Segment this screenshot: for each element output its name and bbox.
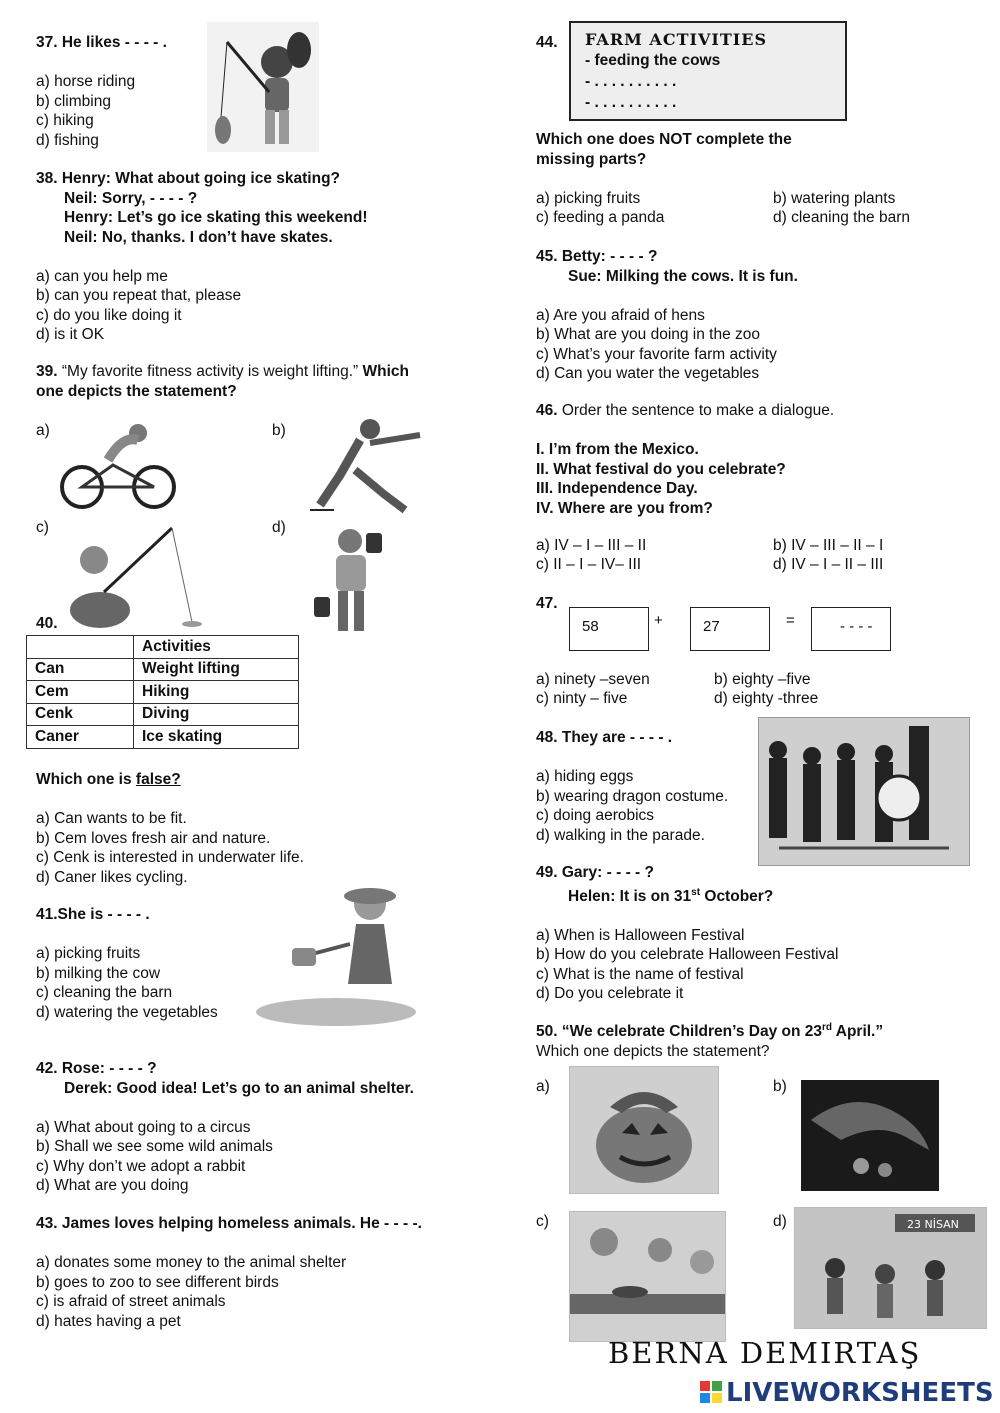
table-cell: Can [27,658,134,681]
dialogue-line: Sue: Milking the cows. It is fun. [568,267,798,285]
table-row [27,658,299,681]
option-b-label[interactable]: b) [773,1078,787,1095]
question-text: April.” [832,1023,884,1041]
box-title: FARM ACTIVITIES [585,30,767,49]
question-43 [36,1214,422,1331]
question-text: 50. “We celebrate Children’s Day on 23 [536,1023,823,1041]
question-text: Which one depicts the statement? [536,1042,770,1060]
question-tail: Which [358,363,409,380]
option-d[interactable]: d) is it OK [36,326,105,343]
option-b[interactable]: b) IV – III – II – I [773,537,884,554]
question-38 [36,169,367,345]
option-a[interactable]: a) IV – I – III – II [536,537,647,554]
option-a[interactable]: a) horse riding [36,73,136,90]
table-row [27,681,299,704]
option-d-label[interactable]: d) [773,1213,787,1230]
option-b[interactable]: b) can you repeat that, please [36,287,242,304]
question-48 [536,728,728,845]
dialogue-line: Derek: Good idea! Let’s go to an animal shelter. [64,1079,414,1097]
option-b[interactable]: b) What are you doing in the zoo [536,326,761,343]
option-d[interactable]: d) Do you celebrate it [536,985,684,1003]
question-text: missing parts? [536,150,647,168]
box-line: - . . . . . . . . . . [585,73,677,90]
question-number: 47. [536,595,558,612]
option-c[interactable]: c) ninty – five [536,690,628,707]
plus-sign: + [654,612,663,629]
dialogue-line: IV. Where are you from? [536,499,713,517]
option-d[interactable]: d) fishing [36,131,99,149]
question-44-body [536,130,792,169]
dialogue-line: 45. Betty: - - - - ? [536,248,658,265]
table-cell: Caner [27,726,134,749]
farm-activities-box [569,21,847,121]
option-c[interactable]: c) do you like doing it [36,306,182,324]
question-number: 44. [536,34,558,51]
question-text: Which one does NOT complete the [536,131,792,148]
option-b[interactable]: b) climbing [36,92,111,110]
option-d-label[interactable]: d) [272,519,286,536]
option-c[interactable]: c) hiking [36,112,94,129]
option-a[interactable]: a) hiding eggs [536,768,634,785]
dialogue-line: I. I’m from the Mexico. [536,441,699,458]
watering-girl-image [252,884,420,1034]
author-signature: BERNA DEMIRTAŞ [608,1336,922,1370]
option-b[interactable]: b) How do you celebrate Halloween Festival [536,946,839,964]
option-c[interactable]: c) II – I – IV– III [536,556,642,573]
question-41 [36,905,218,1022]
question-number: 39. [36,363,58,380]
option-c[interactable]: c) is afraid of street animals [36,1293,226,1310]
option-a[interactable]: a) When is Halloween Festival [536,926,745,944]
dialogue-line: III. Independence Day. [536,480,698,497]
question-text: 48. They are - - - - . [536,729,673,746]
question-text: 41.She is - - - - . [36,906,150,923]
table-cell: Cenk [27,703,134,726]
number-box-b: 27 [690,607,770,651]
question-39 [36,362,456,401]
fishing-boy-image [207,22,319,152]
option-b[interactable]: b) milking the cow [36,964,161,982]
option-d[interactable]: d) IV – I – II – III [773,556,884,573]
option-c[interactable]: c) Why don’t we adopt a rabbit [36,1157,246,1175]
option-c-label[interactable]: c) [36,519,49,536]
option-a-label[interactable]: a) [36,422,50,439]
family-dinner-image[interactable] [569,1211,726,1342]
dialogue-line: Neil: Sorry, - - - - ? [64,189,198,207]
superscript: st [691,886,701,898]
box-line: - feeding the cows [585,52,721,69]
option-b[interactable]: b) goes to zoo to see different birds [36,1273,279,1291]
dialogue-line: 49. Gary: - - - - ? [536,864,654,881]
cycling-image[interactable] [58,415,178,513]
banner-text: 23 NİSAN [907,1218,959,1231]
question-text: Which one is [36,771,136,788]
option-d[interactable]: d) watering the vegetables [36,1003,218,1021]
dialogue-line: Helen: It is on 31 [568,887,692,905]
option-a[interactable]: a) Are you afraid of hens [536,306,705,324]
option-d[interactable]: d) eighty -three [714,690,819,707]
dialogue-line: II. What festival do you celebrate? [536,460,786,478]
question-number: 46. [536,402,558,419]
option-a-label[interactable]: a) [536,1078,550,1095]
option-d[interactable]: d) cleaning the barn [773,209,911,226]
question-quote: “My favorite fitness activity is weight lifting.” [57,363,359,380]
option-c[interactable]: c) What’s your favorite farm activity [536,345,777,363]
table-header: Activities [134,636,299,659]
option-b[interactable]: b) wearing dragon costume. [536,787,729,805]
fishing-man-image[interactable] [60,522,210,634]
option-c[interactable]: c) What is the name of festival [536,965,744,983]
option-b[interactable]: b) Cem loves fresh air and nature. [36,829,271,847]
option-b[interactable]: b) Shall we see some wild animals [36,1138,273,1155]
option-b[interactable]: b) watering plants [773,190,896,207]
dragon-image[interactable] [801,1080,939,1191]
weight-lifting-image[interactable] [312,521,392,637]
option-a[interactable]: a) What about going to a circus [36,1118,251,1136]
option-a[interactable]: a) picking fruits [536,190,641,207]
table-cell: Hiking [134,681,299,704]
option-b-label[interactable]: b) [272,422,286,439]
option-a[interactable]: a) can you help me [36,267,168,285]
option-d[interactable]: d) Caner likes cycling. [36,868,188,886]
table-cell: Cem [27,681,134,704]
table-row [27,703,299,726]
option-c[interactable]: c) Cenk is interested in underwater life. [36,849,304,866]
childrens-day-image[interactable] [794,1207,987,1329]
box-line: - . . . . . . . . . . [585,94,677,111]
question-45 [536,247,798,384]
option-c[interactable]: c) cleaning the barn [36,984,173,1001]
superscript: rd [822,1022,833,1033]
table-row [27,726,299,749]
option-a[interactable]: a) Can wants to be fit. [36,810,187,827]
question-text: 43. James loves helping homeless animals. He - - - -. [36,1215,422,1232]
option-d[interactable]: d) walking in the parade. [536,826,705,844]
question-37 [36,33,167,150]
liveworksheets-brand[interactable]: LIVEWORKSHEETS [726,1378,994,1408]
question-number: 40. [36,615,58,632]
option-d[interactable]: d) hates having a pet [36,1312,181,1330]
pumpkin-image[interactable] [569,1066,719,1194]
option-d[interactable]: d) Can you water the vegetables [536,365,760,382]
option-a[interactable]: a) donates some money to the animal shelter [36,1254,347,1271]
question-text: one depicts the statement? [36,382,237,400]
question-emphasis: false? [135,771,181,788]
equals-sign: = [786,612,795,629]
table-cell: Diving [134,703,299,726]
option-b[interactable]: b) eighty –five [714,671,811,688]
liveworksheets-logo-icon [700,1381,722,1403]
option-c[interactable]: c) feeding a panda [536,209,665,226]
question-46 [536,401,834,518]
option-c[interactable]: c) doing aerobics [536,807,655,824]
option-a[interactable]: a) picking fruits [36,945,141,962]
question-text: 37. He likes - - - - . [36,34,167,51]
parade-image [758,717,970,866]
dialogue-line: 42. Rose: - - - - ? [36,1060,157,1077]
ice-skating-image[interactable] [300,415,430,515]
question-42 [36,1059,414,1196]
question-40-body [36,770,304,887]
question-50 [536,1018,883,1061]
dialogue-line: Neil: No, thanks. I don’t have skates. [64,228,333,246]
option-a[interactable]: a) ninety –seven [536,671,650,688]
table-header-row [27,636,299,659]
question-text: Order the sentence to make a dialogue. [557,402,835,419]
table-cell: Ice skating [134,726,299,749]
table-cell: Weight lifting [134,658,299,681]
option-c-label[interactable]: c) [536,1213,549,1230]
dialogue-line: 38. Henry: What about going ice skating? [36,170,341,187]
question-49 [536,863,838,1004]
dialogue-line: October? [700,887,774,905]
activities-table [26,635,299,749]
option-d[interactable]: d) What are you doing [36,1177,189,1194]
number-box-a: 58 [569,607,649,651]
answer-box: - - - - [811,607,891,651]
dialogue-line: Henry: Let’s go ice skating this weekend! [64,209,368,226]
